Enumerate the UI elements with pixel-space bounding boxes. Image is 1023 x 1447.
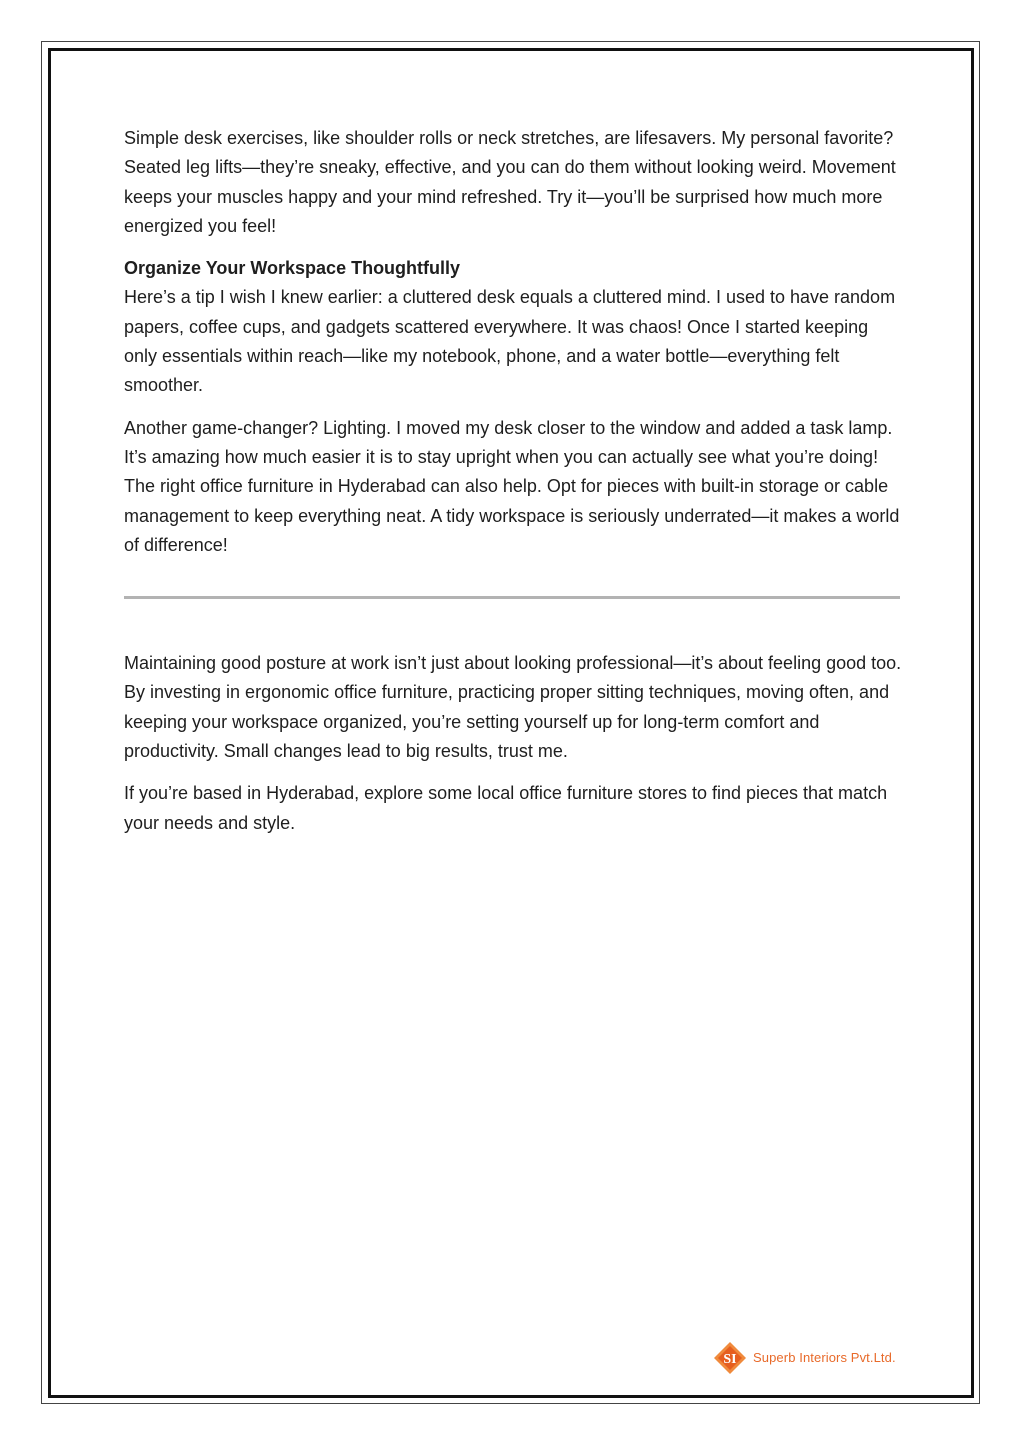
paragraph-hyderabad: If you’re based in Hyderabad, explore some local office furniture stores to find pieces that match your needs and style. [124,783,888,833]
diamond-logo-icon [713,1341,747,1375]
section-heading: Organize Your Workspace Thoughtfully [124,258,461,279]
document-body [124,124,904,851]
company-name: Superb Interiors Pvt.Ltd. [753,1349,896,1365]
paragraph-clutter: Here’s a tip I wish I knew earlier: a cluttered desk equals a cluttered mind. I used to have random papers, coffee cups, and gadgets scattered everywhere. It was chaos! Once I started keeping only essentials within reach—like my notebook, phone, and a water bottle—everything felt smoother. [124,287,896,396]
logo-mark-icon [713,1341,745,1373]
paragraph-desk-exercises: Simple desk exercises, like shoulder rolls or neck stretches, are lifesavers. My personal favorite? Seated leg lifts—they’re sneaky, effective, and you can do them without looking weird. Movement keeps your muscles happy and your mind refreshed. Try it—you’ll be surprised how much more energized you feel! [124,128,896,236]
paragraph-conclusion: Maintaining good posture at work isn’t just about looking professional—it’s about feeling good too. By investing in ergonomic office furniture, practicing proper sitting techniques, moving often, and keeping your workspace organized, you’re setting yourself up for long-term comfort and productivity. Small changes lead to big results, trust me. [124,653,902,762]
svg-text:SI: SI [723,1352,737,1367]
company-logo [713,1341,896,1373]
paragraph-lighting: Another game-changer? Lighting. I moved my desk closer to the window and added a task lamp. It’s amazing how much easier it is to stay upright when you can actually see what you’re doing! The right office furniture in Hyderabad can also help. Opt for pieces with built-in storage or cable management to keep everything neat. A tidy workspace is seriously underrated—it makes a world of difference! [124,417,900,555]
horizontal-divider [124,596,900,599]
